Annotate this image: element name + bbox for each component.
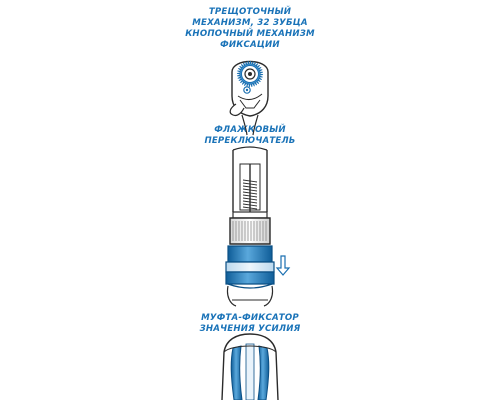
label-coupling-line1: МУФТА-ФИКСАТОР	[201, 313, 299, 323]
arrow-down-icon	[277, 256, 289, 275]
label-ratchet-line2: МЕХАНИЗМ, 32 ЗУБЦА	[192, 18, 308, 28]
label-ratchet-line1: ТРЕЩОТОЧНЫЙ	[208, 7, 292, 17]
locking-coupling	[226, 246, 274, 306]
label-button-line1: КНОПОЧНЫЙ МЕХАНИЗМ	[185, 29, 315, 39]
grip-handle	[222, 334, 278, 400]
label-coupling-line2: ЗНАЧЕНИЯ УСИЛИЯ	[199, 324, 301, 334]
label-flag-line1: ФЛАЖКОВЫЙ	[214, 125, 286, 135]
label-button-line2: ФИКСАЦИИ	[220, 40, 280, 50]
handle-tube	[230, 147, 270, 244]
label-flag-line2: ПЕРЕКЛЮЧАТЕЛЬ	[204, 136, 296, 146]
ratchet-head	[230, 61, 268, 135]
